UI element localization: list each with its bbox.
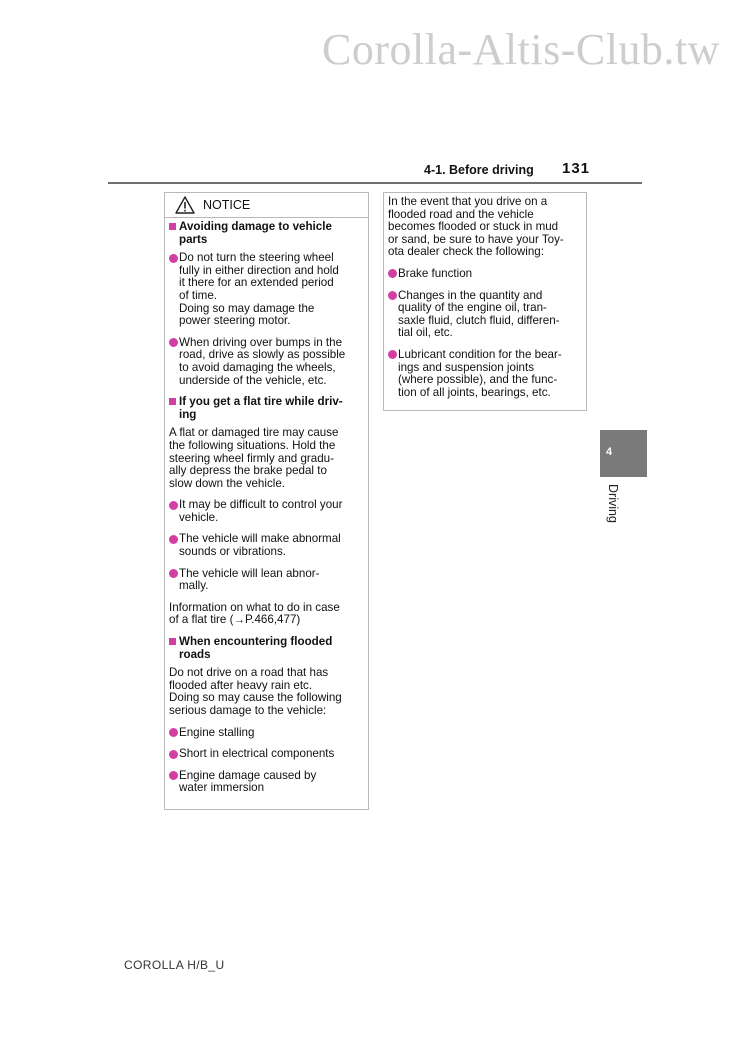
text-line: A flat or damaged tire may cause [169, 426, 339, 440]
text-line: tial oil, etc. [398, 326, 453, 340]
text-line: ing [179, 407, 197, 421]
text-line: The vehicle will lean abnor- [179, 566, 320, 580]
text-line: When driving over bumps in the [179, 335, 343, 349]
paragraph [169, 427, 364, 490]
text-line: water immersion [179, 781, 265, 795]
heading-avoiding-damage [169, 221, 364, 246]
text-line: road, drive as slowly as possible [179, 348, 346, 362]
text-line: ota dealer check the following: [388, 245, 544, 259]
text-line: Information on what to do in case [169, 600, 340, 614]
text-line: When encountering flooded [179, 635, 333, 649]
text-line: sounds or vibrations. [179, 545, 286, 559]
text-line: roads [179, 647, 211, 661]
text-line: Lubricant condition for the bear- [398, 347, 562, 361]
text-line: it there for an extended period [179, 276, 334, 290]
text-line: slow down the vehicle. [169, 476, 285, 490]
text-line: flooded after heavy rain etc. [169, 678, 313, 692]
text-line: (where possible), and the func- [398, 373, 558, 387]
list-item [169, 727, 364, 740]
warning-triangle-icon [175, 196, 195, 214]
page-reference-link[interactable]: of a flat tire (→P.466,477) [169, 613, 301, 627]
text-line: Short in electrical components [179, 747, 335, 761]
text-line: In the event that you drive on a [388, 195, 548, 208]
page-number: 131 [562, 160, 591, 177]
text-line: underside of the vehicle, etc. [179, 373, 327, 387]
notice-title: NOTICE [203, 198, 251, 212]
text-line: saxle fluid, clutch fluid, differen- [398, 313, 560, 327]
text-line: The vehicle will make abnormal [179, 532, 341, 546]
text-line: mally. [179, 579, 209, 593]
text-line: Brake function [398, 266, 473, 280]
text-line: becomes flooded or stuck in mud [388, 220, 559, 234]
footer-model: COROLLA H/B_U [124, 958, 225, 972]
text-line: flooded road and the vehicle [388, 207, 534, 221]
text-line: It may be difficult to control your [179, 498, 343, 512]
paragraph [169, 602, 364, 627]
text-line: Doing so may damage the [179, 301, 315, 315]
text-line: Doing so may cause the following [169, 691, 342, 705]
text-line: fully in either direction and hold [179, 263, 339, 277]
paragraph [169, 667, 364, 717]
chapter-tab[interactable] [600, 430, 647, 477]
text-line: Avoiding damage to vehicle [179, 220, 332, 233]
text-line: Engine stalling [179, 725, 255, 739]
list-item [169, 252, 364, 328]
text-line: or sand, be sure to have your Toy- [388, 232, 564, 246]
text-line: quality of the engine oil, tran- [398, 301, 547, 315]
list-item [388, 268, 582, 281]
text-line: Do not drive on a road that has [169, 666, 329, 680]
list-item [388, 290, 582, 340]
heading-flat-tire [169, 396, 364, 421]
text-line: of time. [179, 288, 218, 302]
text-line: steering wheel firmly and gradu- [169, 451, 334, 465]
paragraph [388, 196, 582, 259]
heading-flooded-roads [169, 636, 364, 661]
notice-header [165, 193, 368, 218]
text-line: vehicle. [179, 510, 219, 524]
text-line: the following situations. Hold the [169, 438, 336, 452]
text-line: If you get a flat tire while driv- [179, 395, 343, 409]
list-item [169, 748, 364, 761]
text-line: parts [179, 232, 208, 246]
text-line: Engine damage caused by [179, 768, 317, 782]
text-line: ings and suspension joints [398, 360, 534, 374]
list-item [169, 770, 364, 795]
header-rule [108, 182, 642, 184]
notice-box [164, 192, 369, 810]
watermark: Corolla-Altis-Club.tw [322, 25, 720, 74]
list-item [169, 337, 364, 387]
notice-continued-box [383, 192, 587, 411]
text-line: power steering motor. [179, 314, 291, 328]
text-line: Changes in the quantity and [398, 288, 543, 302]
list-item [169, 533, 364, 558]
chapter-label: Driving [606, 484, 620, 523]
text-line: to avoid damaging the wheels, [179, 360, 336, 374]
list-item [388, 349, 582, 399]
list-item [169, 568, 364, 593]
list-item [169, 499, 364, 524]
text-line: serious damage to the vehicle: [169, 704, 327, 717]
text-line: ally depress the brake pedal to [169, 464, 327, 478]
chapter-number: 4 [606, 446, 613, 458]
text-line: tion of all joints, bearings, etc. [398, 385, 551, 399]
text-line: Do not turn the steering wheel [179, 251, 334, 265]
section-title: 4-1. Before driving [424, 163, 534, 177]
